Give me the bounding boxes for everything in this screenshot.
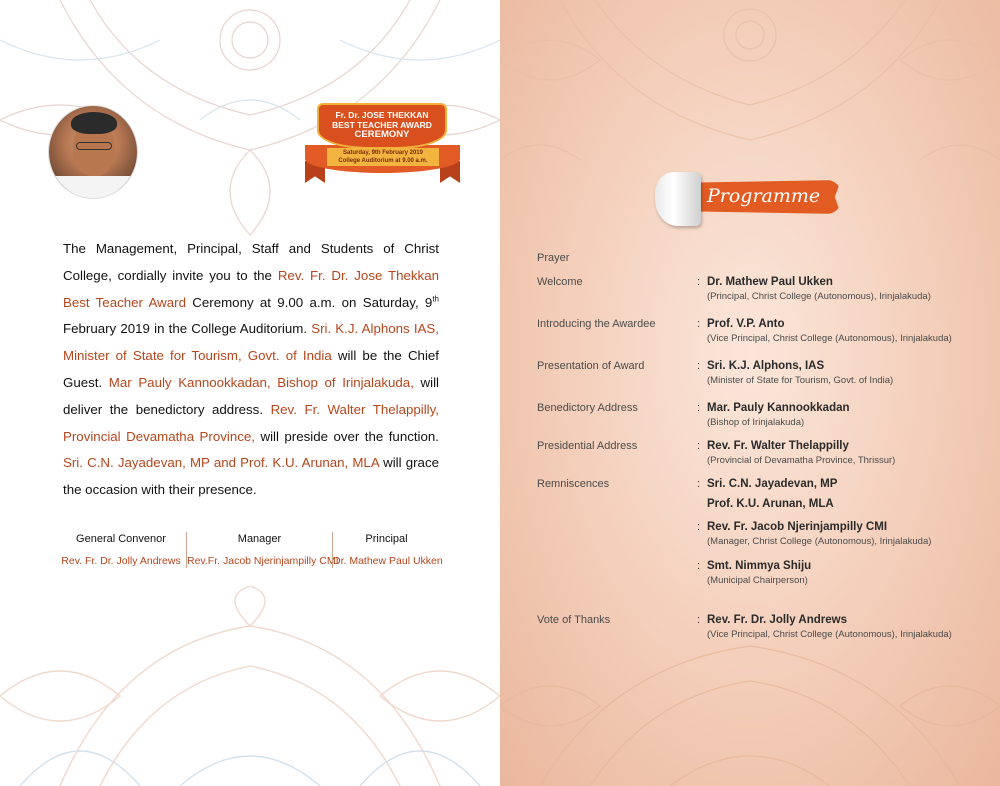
mandala-bottom-decoration (500, 616, 1000, 786)
paper-curl-decoration (655, 172, 701, 226)
programme-person: Sri. K.J. Alphons, IAS (707, 360, 825, 372)
programme-item: Remniscences (537, 478, 610, 490)
programme-person-title: (Principal, Christ College (Autonomous), Irinjalakuda) (707, 291, 931, 302)
programme-person: Prof. K.U. Arunan, MLA (707, 498, 834, 510)
award-logo (305, 103, 460, 187)
programme-person-title: (Municipal Chairperson) (707, 575, 808, 586)
invitation-text: The Management, Principal, Staff and Students of Christ College, cordially invite you to the Rev. Fr. Dr. Jose Thekkan Best Teacher Award Ceremony at 9.00 a.m. on Saturday, 9th February 2019 in the College Auditorium. Sri. K.J. Alphons IAS, Minister of State for Tourism, Govt. of India will be the Chief Guest. Mar Pauly Kannookkadan, Bishop of Irinjalakuda, will deliver the benedictory address. Rev. Fr. Walter Thelappilly, Provincial Devamatha Province, will preside over the function. Sri. C.N. Jayadevan, MP and Prof. K.U. Arunan, MLA will grace the occasion with their presence. (63, 241, 440, 498)
programme-person-title: (Vice Principal, Christ College (Autonomous), Irinjalakuda) (707, 333, 952, 344)
award-logo-line1: Fr. Dr. JOSE THEKKAN (335, 110, 429, 120)
signatory-role: Principal (365, 533, 408, 545)
signatory-name: Rev.Fr. Jacob Njerinjampilly CMI (187, 555, 339, 567)
programme-person: Rev. Fr. Dr. Jolly Andrews (707, 614, 847, 626)
programme-person: Smt. Nimmya Shiju (707, 560, 812, 572)
programme-page (500, 0, 1000, 786)
award-logo-line3: CEREMONY (354, 129, 410, 140)
signatory-name: Rev. Fr. Dr. Jolly Andrews (61, 555, 181, 567)
signatory-principal (332, 532, 443, 568)
signatory-general-convenor (56, 532, 186, 568)
award-logo-line2: BEST TEACHER AWARD (332, 120, 432, 130)
programme-item: Presentation of Award (537, 360, 645, 372)
benedictory-speaker: Mar Pauly Kannookkadan, Bishop of Irinjalakuda, (108, 374, 414, 390)
signatories (56, 532, 443, 568)
signatory-manager (186, 532, 339, 568)
programme-person: Dr. Mathew Paul Ukken (707, 276, 833, 288)
award-name: Rev. Fr. Dr. Jose Thekkan Best Teacher Award (63, 267, 440, 310)
programme-item: Welcome (537, 276, 583, 288)
award-logo-venue: College Auditorium at 9.00 a.m. (338, 158, 428, 164)
programme-person-title: (Vice Principal, Christ College (Autonomous), Irinjalakuda) (707, 629, 952, 640)
presiding-speaker: Rev. Fr. Walter Thelappilly, Provincial Devamatha Province, (63, 401, 439, 444)
guests-of-honour: Sri. C.N. Jayadevan, MP and Prof. K.U. Arunan, MLA (63, 455, 379, 471)
programme-person-title: (Manager, Christ College (Autonomous), Irinjalakuda) (707, 536, 932, 547)
programme-item: Benedictory Address (537, 402, 638, 414)
award-logo-date: Saturday, 9th February 2019 (343, 150, 423, 156)
programme-heading-banner (655, 172, 845, 222)
chief-guest: Sri. K.J. Alphons IAS, Minister of State for Tourism, Govt. of India (63, 321, 439, 364)
programme-person-title: (Minister of State for Tourism, Govt. of India) (707, 375, 894, 386)
signatory-role: Manager (237, 533, 282, 545)
programme-person: Mar. Pauly Kannookkadan (707, 402, 850, 414)
mandala-bottom-decoration (0, 586, 500, 786)
programme-person: Rev. Fr. Walter Thelappilly (707, 440, 849, 452)
programme-person: Prof. V.P. Anto (707, 318, 785, 330)
programme-item: Prayer (537, 252, 570, 264)
programme-item: Presidential Address (537, 440, 638, 452)
programme-item: Introducing the Awardee (537, 318, 656, 330)
programme-person: Rev. Fr. Jacob Njerinjampilly CMI (707, 521, 888, 533)
honoree-portrait (48, 105, 138, 199)
programme-person-title: (Bishop of Irinjalakuda) (707, 417, 805, 428)
programme-item: Vote of Thanks (537, 614, 611, 626)
programme-title: Programme (707, 185, 821, 207)
signatory-name: Dr. Mathew Paul Ukken (333, 555, 443, 567)
signatory-role: General Convenor (76, 533, 166, 545)
programme-person-title: (Provincial of Devamatha Province, Thrissur) (707, 455, 896, 466)
programme-person: Sri. C.N. Jayadevan, MP (707, 478, 838, 490)
